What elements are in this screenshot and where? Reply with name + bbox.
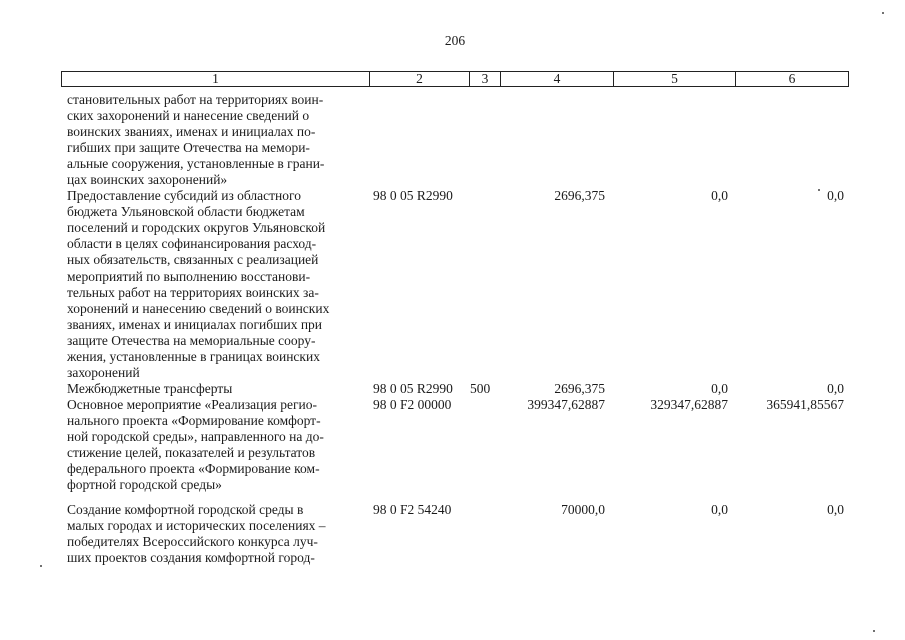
row-code: 98 0 F2 00000 xyxy=(373,396,452,412)
row-amount-col5: 0,0 xyxy=(711,502,728,518)
table-row xyxy=(0,381,905,397)
table-body xyxy=(0,92,905,566)
header-col-5: 5 xyxy=(613,72,735,86)
row-amount-col4: 2696,375 xyxy=(554,188,605,204)
row-amount-col4: 399347,62887 xyxy=(527,396,605,412)
row-description: Основное мероприятие «Реализация регио- нального проекта «Формирование комфорт- ной городской среды», направленного на до- стижение целей, показателей и результатов федерального проекта «Формирование ком- фортной городской среды» xyxy=(67,396,324,493)
table-row xyxy=(0,502,905,566)
row-amount-col5: 0,0 xyxy=(711,380,728,396)
row-amount-col5: 329347,62887 xyxy=(650,396,728,412)
table-row xyxy=(0,397,905,493)
scan-speck xyxy=(40,565,42,567)
scan-speck xyxy=(873,630,875,632)
scan-speck xyxy=(818,189,820,191)
row-amount-col4: 70000,0 xyxy=(561,502,605,518)
row-amount-col6: 0,0 xyxy=(827,380,844,396)
row-amount-col6: 365941,85567 xyxy=(766,396,844,412)
table-header xyxy=(61,71,849,87)
row-expense-type: 500 xyxy=(470,380,491,396)
row-description: Межбюджетные трансферты xyxy=(67,380,233,396)
row-description: Создание комфортной городской среды в малых городах и исторических поселениях – победителях Всероссийского конкурса луч- ших проектов создания комфортной город- xyxy=(67,502,326,566)
table-row xyxy=(0,188,905,381)
row-amount-col6: 0,0 xyxy=(827,502,844,518)
row-code: 98 0 05 R2990 xyxy=(373,188,453,204)
header-col-4: 4 xyxy=(500,72,613,86)
row-code: 98 0 F2 54240 xyxy=(373,502,452,518)
header-col-6: 6 xyxy=(735,72,848,86)
table-row xyxy=(0,92,905,188)
row-description: Предоставление субсидий из областного бюджета Ульяновской области бюджетам поселений и городских округов Ульяновской области в целях софинансирования расход- ных обязательств, связанных с реализацией мероприятий по выполнению восстанови- тельных работ на территориях воинских за- хоронений и нанесению сведений о воинских званиях, именах и инициалах погибших при защите Отечества на мемориальные соору- жения, установленные в границах воинских захоронений xyxy=(67,188,330,380)
header-col-3: 3 xyxy=(469,72,500,86)
row-amount-col4: 2696,375 xyxy=(554,380,605,396)
row-description: становительных работ на территориях воин- ских захоронений и нанесение сведений о воинских званиях, именах и инициалах по- гибших при защите Отечества на мемори- альные сооружения, установленные в грани- цах воинских захоронений» xyxy=(67,92,325,188)
header-col-2: 2 xyxy=(369,72,469,86)
header-col-1: 1 xyxy=(212,71,219,86)
page-number: 206 xyxy=(444,33,466,48)
row-amount-col5: 0,0 xyxy=(711,188,728,204)
row-code: 98 0 05 R2990 xyxy=(373,380,453,396)
row-amount-col6: 0,0 xyxy=(827,188,844,204)
scan-speck xyxy=(882,12,884,14)
